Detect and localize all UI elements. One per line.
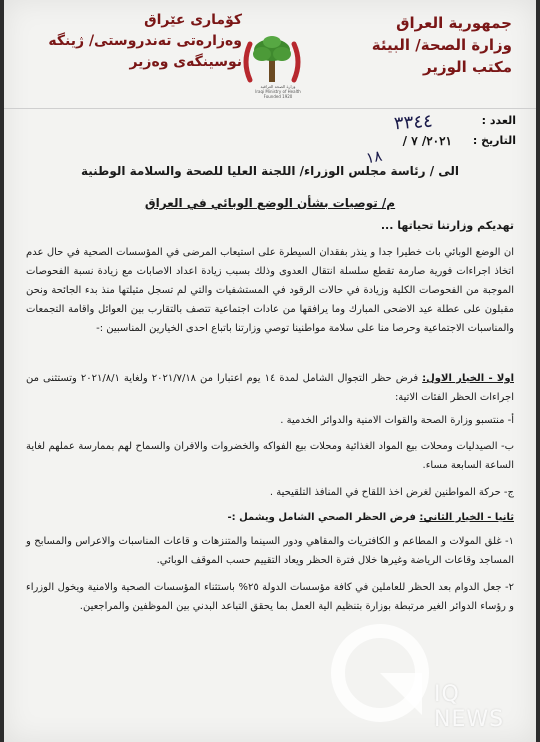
handwritten-number: ٣٣٤٤	[393, 110, 434, 135]
number-label: العدد :	[481, 114, 516, 127]
option-two	[26, 508, 514, 527]
exemption-item-a: أ- منتسبو وزارة الصحة والقوات الامنية والدوائر الخدمية .	[280, 415, 514, 426]
measure-item-1: ١- غلق المولات و المطاعم و الكافتريات والمقاهي ودور السينما والمتنزهات و قاعات المناسبات والاعراس والمسابح و المساجد وقاعات الرياضة وغيرها خلال فترة الحظر ويعاد التقييم حسب الموقف الوبائي.	[26, 536, 514, 566]
option-two-text: فرض الحظر الصحي الشامل ويشمل :-	[227, 512, 420, 523]
letter-page	[4, 0, 536, 742]
logo-caption: وزارة الصحة العراقية Iraqi Ministry of Health Founded 1920	[255, 84, 301, 99]
recipient-line: الى / رئاسة مجلس الوزراء/ اللجنة العليا للصحة والسلامة الوطنية	[80, 164, 460, 178]
header-office-kurdish: نوسینگەی وەزیر	[129, 54, 242, 70]
header-arabic	[372, 12, 512, 78]
handwritten-day: ١٨	[364, 146, 384, 168]
option-one	[26, 369, 514, 407]
watermark-text: IQ NEWS	[434, 682, 505, 732]
header-office: مكتب الوزير	[422, 58, 512, 76]
exemption-item-c: ج- حركة المواطنين لغرض اخذ اللقاح في المنافذ التلقيحية .	[269, 487, 514, 498]
greeting-line: تهديكم وزارتنا تحياتها ...	[380, 219, 514, 232]
exemption-item-b: ب- الصيدليات ومحلات بيع المواد الغذائية ومحلات بيع الفواكه والخضروات والافران والسماح لهم بممارسة عملهم لغاية الساعة السابعة مساء.	[26, 441, 514, 471]
measure-item-2: ٢- جعل الدوام بعد الحظر للعاملين في كافة مؤسسات الدولة ٢٥% باستثناء المؤسسات الصحية والامنية ويخول الوزراء و رؤساء الدوائر الغير مرتبطة بوزارة بتنظيم الية العمل بما يحقق التباعد البدني بين الموظفين والمراجعين.	[26, 582, 514, 612]
subject-line: م/ توصيات بشأن الوضع الوبائي في العراق	[144, 196, 396, 210]
date-printed: ٢٠٢١/ ٧ /	[402, 134, 452, 148]
header-kurdish	[32, 10, 242, 73]
option-one-label: اولا - الخيار الاول:	[422, 373, 514, 384]
option-one-text: فرض حظر التجوال الشامل لمدة ١٤ يوم اعتبارا من ٢٠٢١/٧/١٨ ولغاية ٢٠٢١/٨/١ وتستثنى من اجراءات الحظر الفئات الاتية:	[26, 373, 514, 403]
header-ministry-kurdish: وەزارەتی تەندروستی/ ژینگە	[48, 33, 242, 49]
header-ministry: وزارة الصحة/ البيئة	[371, 36, 512, 54]
header-divider	[4, 108, 536, 109]
date-label: التاريخ :	[472, 134, 516, 147]
header-country: جمهورية العراق	[396, 14, 512, 32]
option-two-label: ثانيا - الخيار الثاني:	[419, 512, 514, 523]
header-country-kurdish: كۆماری عێراق	[144, 12, 242, 28]
intro-paragraph: ان الوضع الوبائي بات خطيرا جدا و ينذر بفقدان السيطرة على استيعاب المرضى في المؤسسات الصحية في حال عدم اتخاذ اجراءات فورية صارمة تقطع سلسلة انتقال العدوى وذلك بسبب زيادة اعداد الاصابات مع زيادة نسبة الفحوصات الموجبة من الفحوصات الكلية وزيادة في حالات الرقود في المستشفيات والتي لم تسجل مثيلتها منذ بدء الجائحة ونحن مقبلون على عطلة عيد الاضحى المبارك وما يرافقها من عادات اجتماعية تتصف بالتقارب بين العوائل واقامة التجمعات والمناسبات الاجتماعية وحرصا منا على سلامة مواطنينا توصي وزارتنا باتباع احدى الخيارين المناسبين :-	[26, 247, 514, 334]
